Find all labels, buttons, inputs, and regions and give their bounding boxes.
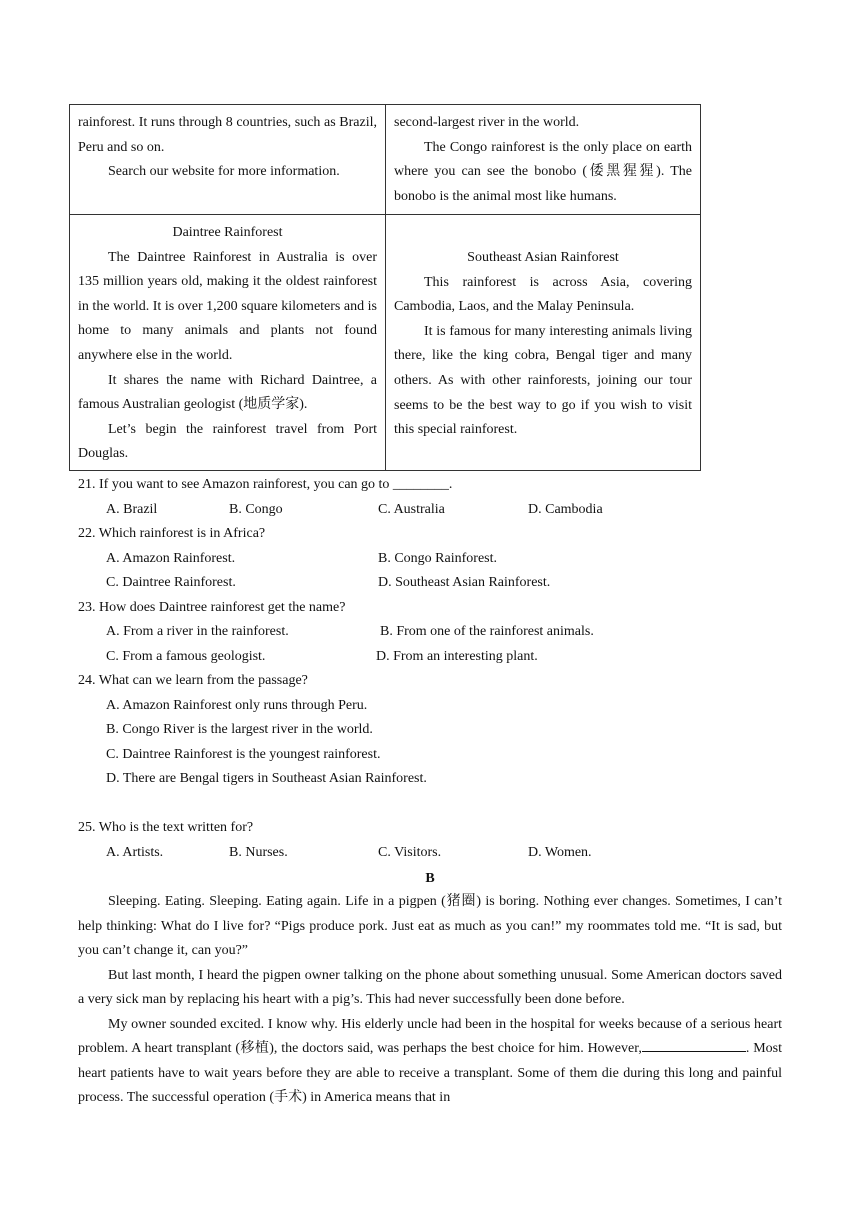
- question-23: 23. How does Daintree rainforest get the name?: [78, 600, 346, 615]
- q25-option-a: A. Artists.: [106, 845, 164, 860]
- q23-option-d: D. From an interesting plant.: [376, 649, 538, 664]
- q25-option-c: C. Visitors.: [378, 845, 442, 860]
- q25-option-b: B. Nurses.: [229, 845, 288, 860]
- southeast-para-1: This rainforest is across Asia, covering Cambodia, Laos, and the Malay Peninsula.: [394, 274, 692, 315]
- question-25: 25. Who is the text written for?: [78, 820, 254, 835]
- q23-option-b: B. From one of the rainforest animals.: [380, 624, 594, 639]
- question-21: 21. If you want to see Amazon rainforest, you can go to ________.: [78, 477, 453, 492]
- passage-para-3: [78, 1013, 782, 1111]
- q22-option-a: A. Amazon Rainforest.: [106, 551, 236, 566]
- section-b-heading: B: [425, 871, 435, 886]
- q24-option-b: B. Congo River is the largest river in the world.: [106, 722, 373, 737]
- question-24: 24. What can we learn from the passage?: [78, 673, 308, 688]
- passage-para-1: Sleeping. Eating. Sleeping. Eating again. Life in a pigpen (猪圈) is boring. Nothing ever changes. Sometimes, I can’t help thinking: What do I live for? “Pigs produce pork. Just eat as much as you can!” my roommates told me. “It is sad, but you can’t change it, can you?”: [78, 894, 782, 958]
- daintree-title: Daintree Rainforest: [172, 225, 283, 240]
- daintree-para-2: It shares the name with Richard Daintree, a famous Australian geologist (地质学家).: [78, 372, 377, 413]
- q22-option-b: B. Congo Rainforest.: [378, 551, 497, 566]
- q21-option-c: C. Australia: [378, 502, 445, 517]
- table-cell-congo: [386, 105, 700, 215]
- answer-blank: [642, 1037, 746, 1052]
- question-22: 22. Which rainforest is in Africa?: [78, 526, 266, 541]
- southeast-title: Southeast Asian Rainforest: [467, 250, 619, 265]
- amazon-search-text: Search our website for more information.: [108, 164, 340, 180]
- amazon-text: rainforest. It runs through 8 countries, such as Brazil, Peru and so on.: [78, 115, 377, 155]
- table-cell-amazon: [70, 105, 386, 215]
- congo-text-1: second-largest river in the world.: [394, 115, 580, 130]
- q23-option-c: C. From a famous geologist.: [106, 649, 266, 664]
- table-cell-daintree: [70, 215, 386, 470]
- daintree-para-3: Let’s begin the rainforest travel from Port Douglas.: [78, 421, 377, 462]
- section-b-passage: [78, 890, 782, 1111]
- passage-para-2: But last month, I heard the pigpen owner talking on the phone about something unusual. Some American doctors saved a very sick man by replacing his heart with a pig’s. This had never successfully been done before.: [78, 967, 782, 1007]
- passage-para-3-end: . Most heart patients have to wait years before they are able to receive a transplant. Some of them die during this long and painful process. The successful operation (手术) in America means that in: [78, 1041, 782, 1105]
- rainforest-table: [69, 104, 701, 471]
- q24-option-a: A. Amazon Rainforest only runs through Peru.: [106, 698, 368, 713]
- q25-option-d: D. Women.: [528, 845, 592, 860]
- table-cell-southeast-asian: [386, 215, 700, 470]
- passage-para-3-start: My owner sounded excited. I know why. His elderly uncle had been in the hospital for weeks because of a serious heart problem. A heart transplant (移植), the doctors said, was perhaps the best choice for him. However,: [78, 1016, 782, 1056]
- q21-option-d: D. Cambodia: [528, 502, 603, 517]
- q22-option-c: C. Daintree Rainforest.: [106, 575, 236, 590]
- congo-text-2: The Congo rainforest is the only place on earth where you can see the bonobo (倭黑猩猩). The bonobo is the animal most like humans.: [394, 139, 692, 204]
- q22-option-d: D. Southeast Asian Rainforest.: [378, 575, 551, 590]
- southeast-para-2: It is famous for many interesting animals living there, like the king cobra, Bengal tiger and many others. As with other rainforests, joining our tour seems to be the best way to go if you wish to visit this special rainforest.: [394, 323, 692, 438]
- daintree-para-1: The Daintree Rainforest in Australia is over 135 million years old, making it the oldest rainforest in the world. It is over 1,200 square kilometers and is home to many animals and plants not found anywhere else in the world.: [78, 249, 377, 363]
- q24-option-d: D. There are Bengal tigers in Southeast Asian Rainforest.: [106, 771, 427, 786]
- q23-option-a: A. From a river in the rainforest.: [106, 624, 289, 639]
- q21-option-a: A. Brazil: [106, 502, 158, 517]
- q24-option-c: C. Daintree Rainforest is the youngest rainforest.: [106, 747, 381, 762]
- q21-option-b: B. Congo: [229, 502, 283, 517]
